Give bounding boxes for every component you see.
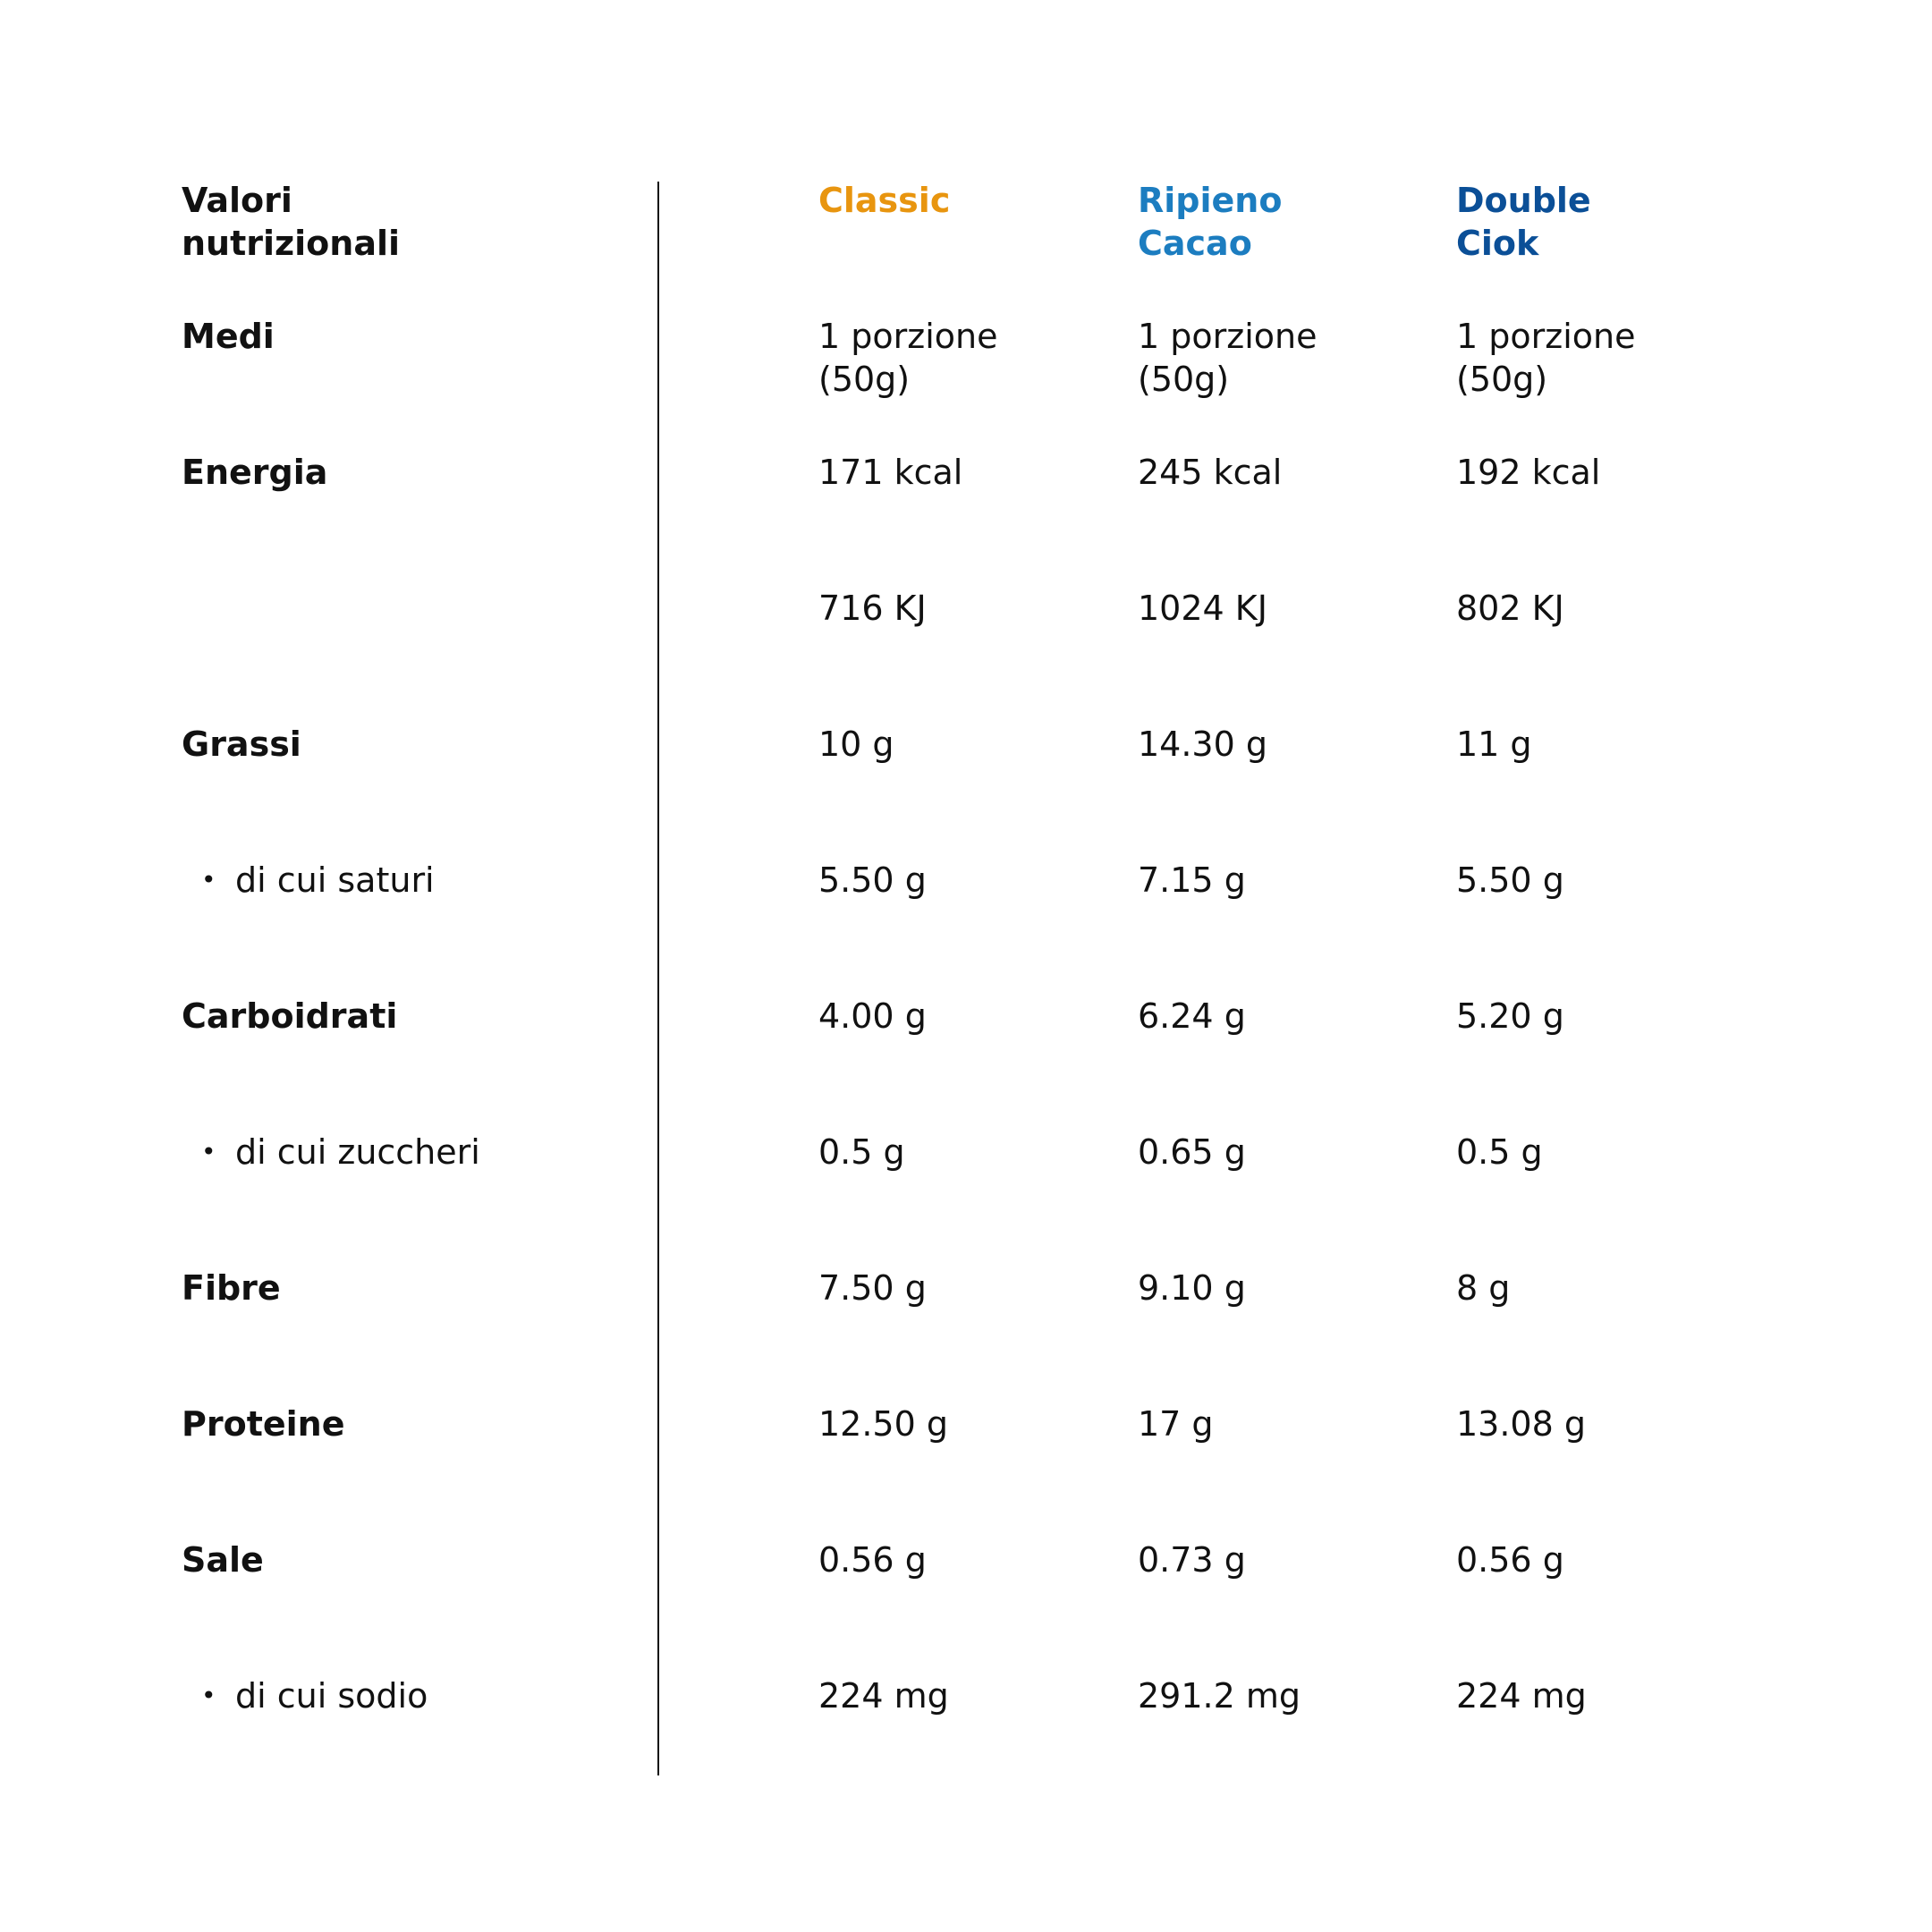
value-cell <box>818 723 894 766</box>
value-text: 0.56 g <box>818 1540 927 1580</box>
value-cell <box>1456 1131 1543 1174</box>
row-label-text: di cui zuccheri <box>235 1132 480 1172</box>
row-label-text: Fibre <box>182 1268 281 1308</box>
value-text: 0.5 g <box>1456 1132 1543 1172</box>
value-cell <box>818 1538 927 1581</box>
value-cell <box>1456 995 1564 1038</box>
value-text: 11 g <box>1456 724 1532 764</box>
value-text: 0.73 g <box>1138 1540 1246 1580</box>
value-cell <box>1456 1674 1587 1717</box>
value-cell <box>1138 315 1317 401</box>
row-label-text: Grassi <box>182 724 301 764</box>
value-cell <box>1138 451 1282 494</box>
value-text: (50g) <box>1138 360 1230 399</box>
value-text: 12.50 g <box>818 1404 948 1444</box>
value-cell <box>818 587 927 630</box>
value-cell <box>1138 723 1267 766</box>
row-label <box>182 315 275 358</box>
row-label <box>182 723 301 766</box>
value-cell <box>818 995 927 1038</box>
row-label <box>182 1402 345 1445</box>
value-text: 171 kcal <box>818 453 963 492</box>
row-label-text: Proteine <box>182 1404 345 1444</box>
value-cell <box>1138 1674 1301 1717</box>
row-label-text: di cui saturi <box>235 860 435 900</box>
value-text: 14.30 g <box>1138 724 1267 764</box>
value-cell <box>1138 1131 1246 1174</box>
value-text: 1 porzione <box>1456 317 1636 356</box>
value-text: 5.50 g <box>818 860 927 900</box>
column-divider <box>657 182 659 1775</box>
value-text: 4.00 g <box>818 996 927 1036</box>
value-text: 224 mg <box>1456 1676 1587 1716</box>
value-cell <box>1456 1267 1510 1309</box>
value-text: 17 g <box>1138 1404 1214 1444</box>
value-cell <box>1138 995 1246 1038</box>
product-heading-double-ciok: Double Ciok <box>1456 181 1591 263</box>
value-text: 5.20 g <box>1456 996 1564 1036</box>
value-text: 9.10 g <box>1138 1268 1246 1308</box>
row-label <box>201 1674 428 1717</box>
value-cell <box>818 1131 905 1174</box>
row-label-text: Sale <box>182 1540 264 1580</box>
row-label <box>182 995 397 1038</box>
row-label-text: Energia <box>182 453 328 492</box>
value-text: 716 KJ <box>818 589 927 628</box>
row-label-text: Medi <box>182 317 275 356</box>
value-cell <box>1456 1538 1564 1581</box>
value-cell <box>1138 1402 1214 1445</box>
bullet-icon: • <box>201 1137 216 1166</box>
value-text: 245 kcal <box>1138 453 1283 492</box>
value-text: 8 g <box>1456 1268 1511 1308</box>
value-text: 5.50 g <box>1456 860 1564 900</box>
value-cell <box>818 1674 949 1717</box>
row-label-text: Carboidrati <box>182 996 398 1036</box>
value-text: (50g) <box>818 360 911 399</box>
value-text: 291.2 mg <box>1138 1676 1301 1716</box>
value-cell <box>1138 587 1267 630</box>
value-text: 7.50 g <box>818 1268 927 1308</box>
value-cell <box>818 1267 927 1309</box>
value-cell <box>1456 859 1564 902</box>
product-heading-ripieno-cacao: Ripieno Cacao <box>1138 181 1283 263</box>
product-heading-classic: Classic <box>818 181 951 220</box>
value-text: 1024 KJ <box>1138 589 1267 628</box>
value-text: 10 g <box>818 724 894 764</box>
value-cell <box>1456 723 1532 766</box>
value-cell <box>818 315 997 401</box>
row-label-text: di cui sodio <box>235 1676 428 1716</box>
value-text: 1 porzione <box>818 317 998 356</box>
bullet-icon: • <box>201 865 216 894</box>
row-label <box>182 1267 281 1309</box>
value-text: 13.08 g <box>1456 1404 1586 1444</box>
value-text: 0.5 g <box>818 1132 905 1172</box>
value-cell <box>818 451 962 494</box>
row-label <box>201 859 435 902</box>
value-cell <box>1456 587 1564 630</box>
value-cell <box>1456 315 1635 401</box>
value-cell <box>1138 1538 1246 1581</box>
value-text: 224 mg <box>818 1676 949 1716</box>
value-text: 1 porzione <box>1138 317 1318 356</box>
value-text: 6.24 g <box>1138 996 1246 1036</box>
table-title: Valori nutrizionali <box>182 181 401 263</box>
value-text: 802 KJ <box>1456 589 1564 628</box>
row-label <box>201 1131 480 1174</box>
value-text: 0.56 g <box>1456 1540 1564 1580</box>
value-text: 7.15 g <box>1138 860 1246 900</box>
value-cell <box>1456 1402 1586 1445</box>
row-label <box>182 451 327 494</box>
row-label <box>182 1538 264 1581</box>
value-text: (50g) <box>1456 360 1548 399</box>
bullet-icon: • <box>201 1681 216 1710</box>
value-cell <box>1456 451 1600 494</box>
value-cell <box>818 859 927 902</box>
value-cell <box>818 1402 948 1445</box>
value-text: 0.65 g <box>1138 1132 1246 1172</box>
value-text: 192 kcal <box>1456 453 1601 492</box>
value-cell <box>1138 1267 1246 1309</box>
value-cell <box>1138 859 1246 902</box>
